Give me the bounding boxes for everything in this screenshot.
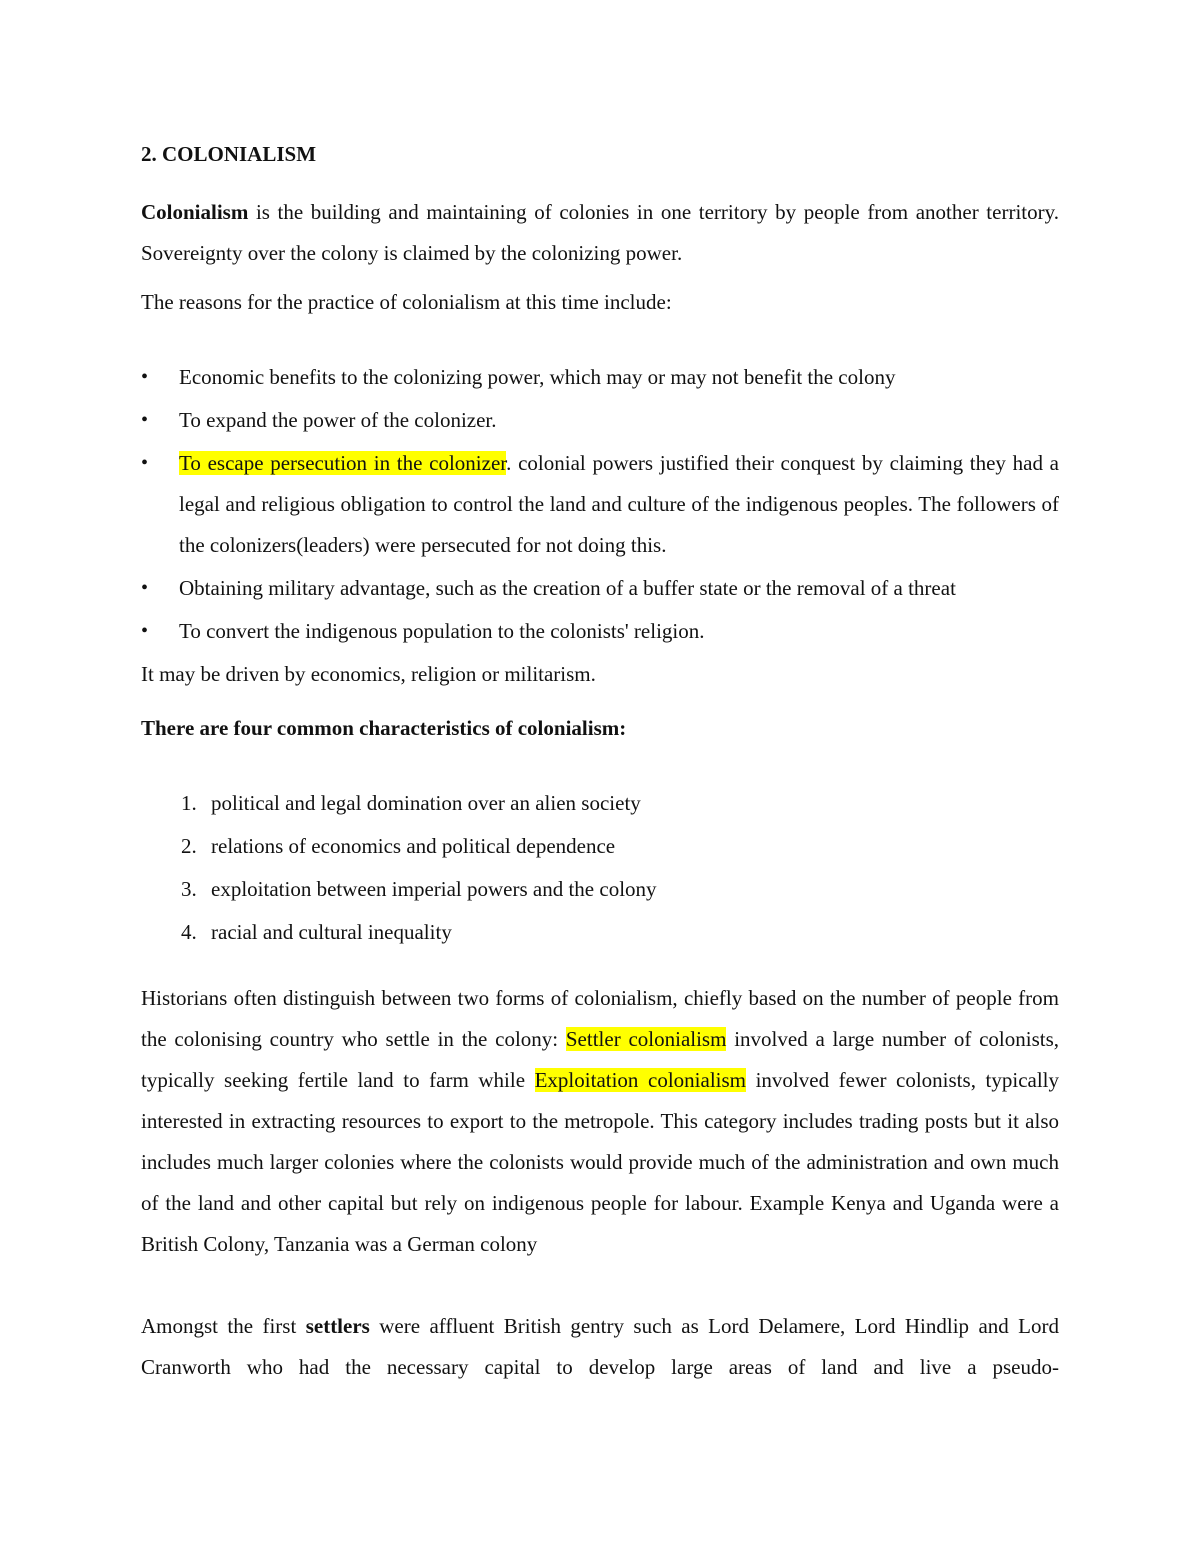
- list-item: [141, 782, 657, 825]
- list-item: [141, 400, 1059, 441]
- bullet-icon: •: [141, 366, 149, 388]
- list-item: [141, 443, 1059, 566]
- list-number: 3.: [181, 877, 197, 901]
- characteristic-text: exploitation between imperial powers and the colony: [211, 877, 657, 901]
- highlighted-text: To escape persecution in the colonizer: [179, 451, 507, 475]
- list-item: [141, 825, 657, 868]
- reason-text: To convert the indigenous population to the colonists' religion.: [179, 619, 705, 643]
- reasons-intro: The reasons for the practice of colonialism at this time include:: [141, 290, 672, 314]
- reason-text: . colonial powers justified their conquest by claiming they had a legal and religious obligation to control the land and culture of the indigenous peoples. The followers of the colonizers(leaders) were persecuted for not doing this.: [179, 451, 1059, 557]
- driven-by-paragraph: It may be driven by economics, religion or militarism.: [141, 662, 596, 686]
- characteristic-text: political and legal domination over an alien society: [211, 791, 641, 815]
- reasons-list: [141, 357, 1059, 654]
- reason-text: Economic benefits to the colonizing power, which may or may not benefit the colony: [179, 365, 896, 389]
- highlighted-text: Settler colonialism: [565, 1027, 727, 1051]
- settlers-bold: settlers: [305, 1314, 370, 1338]
- settlers-text: were affluent British gentry such as Lord Delamere, Lord Hindlip and Lord Cranworth who had the necessary capital to develop large areas of land and live a pseudo-: [141, 1314, 1059, 1379]
- bullet-icon: •: [141, 452, 149, 474]
- reason-text: Obtaining military advantage, such as the creation of a buffer state or the removal of a threat: [179, 576, 956, 600]
- characteristics-heading: There are four common characteristics of colonialism:: [141, 716, 627, 740]
- highlighted-text: Exploitation colonialism: [534, 1068, 746, 1092]
- characteristic-text: racial and cultural inequality: [211, 920, 452, 944]
- list-number: 1.: [181, 791, 197, 815]
- bullet-icon: •: [141, 620, 149, 642]
- historians-text: Historians often distinguish between two forms of colonialism, chiefly based on the number of people from the colonising country who settle in the colony:: [141, 986, 1059, 1051]
- bullet-icon: •: [141, 409, 149, 431]
- list-item: [141, 568, 1059, 609]
- definition-term: Colonialism: [141, 200, 249, 224]
- bullet-icon: •: [141, 577, 149, 599]
- definition-text: is the building and maintaining of colonies in one territory by people from another territory. Sovereignty over the colony is claimed by the colonizing power.: [141, 200, 1059, 265]
- historians-text: involved fewer colonists, typically interested in extracting resources to export to the metropole. This category includes trading posts but it also includes much larger colonies where the colonists would provide much of the administration and own much of the land and other capital but rely on indigenous people for labour. Example Kenya and Uganda were a British Colony, Tanzania was a German colony: [141, 1068, 1059, 1256]
- characteristic-text: relations of economics and political dependence: [211, 834, 616, 858]
- historians-paragraph: [141, 978, 1059, 1265]
- list-item: [141, 357, 1059, 398]
- characteristics-list: [141, 782, 657, 954]
- list-item: [141, 911, 657, 954]
- list-item: [141, 868, 657, 911]
- list-number: 4.: [181, 920, 197, 944]
- reason-text: To expand the power of the colonizer.: [179, 408, 497, 432]
- historians-text: involved a large number of colonists, typically seeking fertile land to farm while: [141, 1027, 1059, 1092]
- section-heading: 2. COLONIALISM: [141, 142, 317, 166]
- list-item: [141, 611, 1059, 652]
- definition-paragraph: [141, 192, 1059, 274]
- settlers-text: Amongst the first: [141, 1314, 306, 1338]
- list-number: 2.: [181, 834, 197, 858]
- settlers-paragraph: [141, 1306, 1059, 1388]
